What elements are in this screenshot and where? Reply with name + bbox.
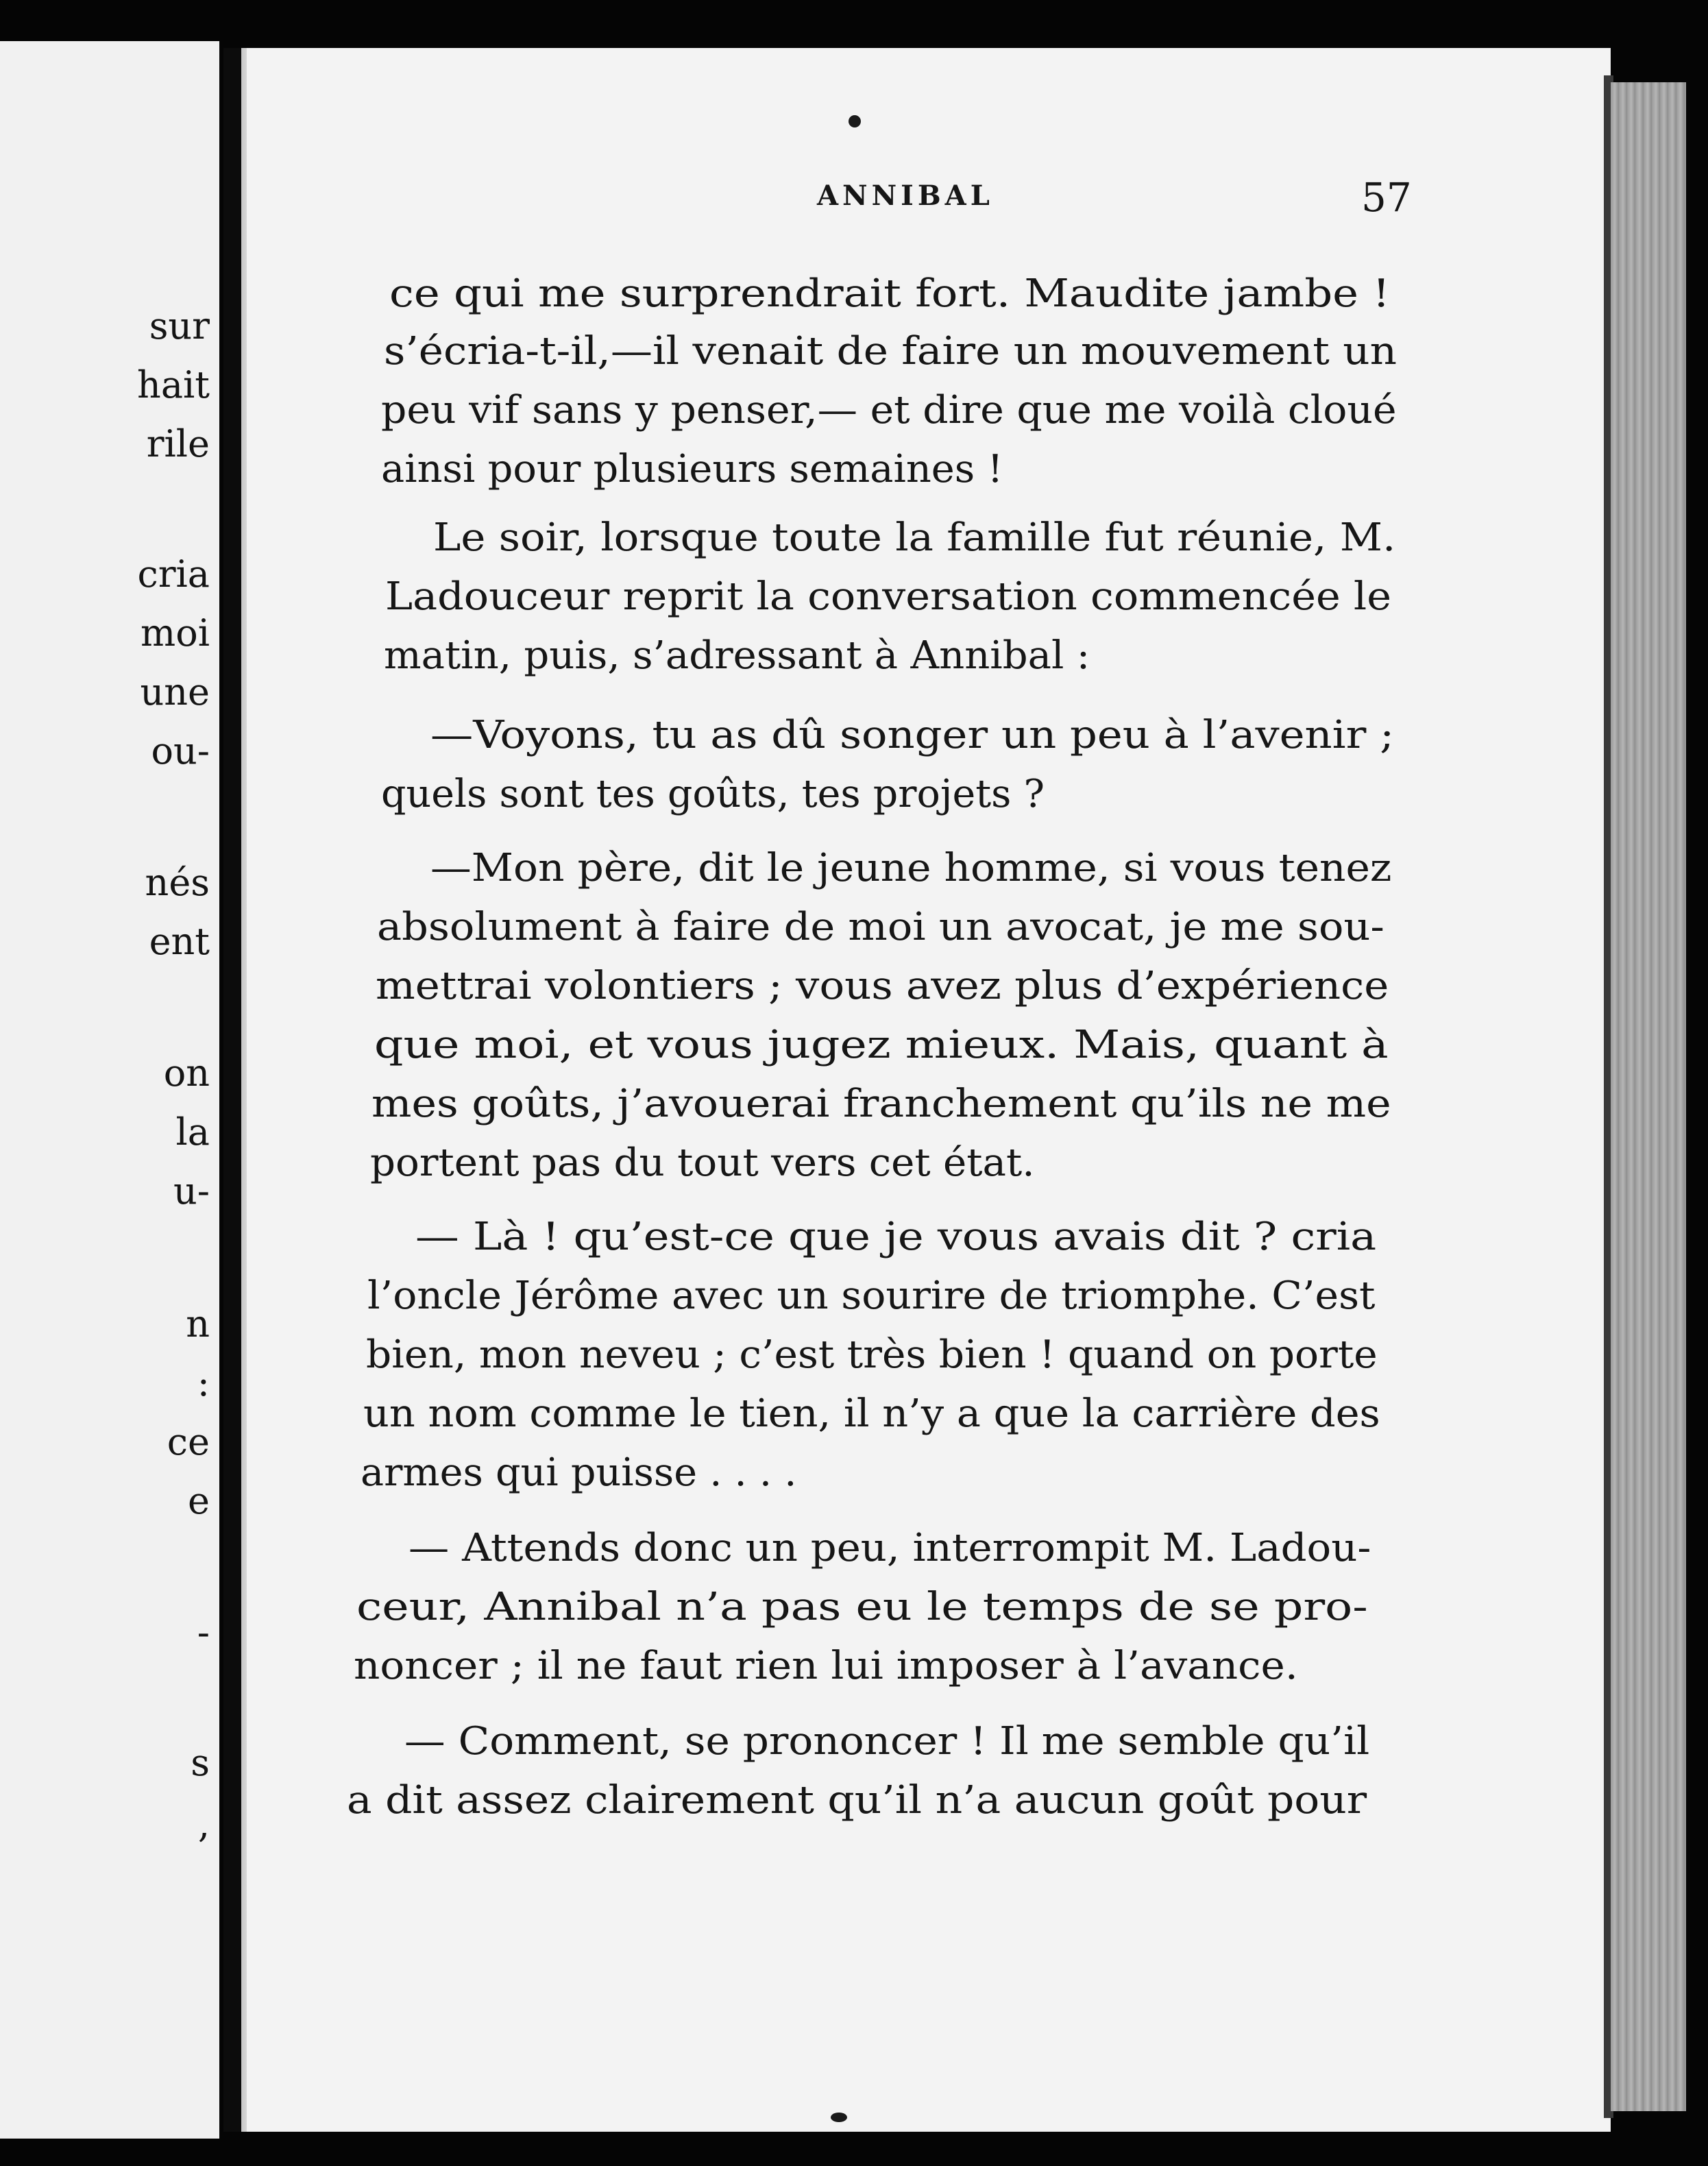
text-line: ce qui me surprendrait fort. Maudite jambe ! xyxy=(389,271,1391,316)
left-page-fragment: , xyxy=(197,1803,210,1846)
text-line: absolument à faire de moi un avocat, je me sou- xyxy=(377,905,1384,949)
text-line: —Voyons, tu as dû songer un peu à l’avenir ; xyxy=(430,713,1395,757)
left-page-fragment: s xyxy=(191,1741,210,1784)
text-line: Ladouceur reprit la conversation commencée le xyxy=(385,574,1391,619)
left-page-fragment: rile xyxy=(146,422,210,465)
text-line: quels sont tes goûts, tes projets ? xyxy=(381,772,1045,816)
left-page-fragment: nés xyxy=(145,861,210,904)
left-page-fragment: : xyxy=(197,1361,210,1404)
text-line: que moi, et vous jugez mieux. Mais, quant à xyxy=(374,1023,1389,1067)
binding-gutter xyxy=(223,48,241,2132)
left-page-fragment: cria xyxy=(137,552,210,596)
text-line: peu vif sans y penser,— et dire que me voilà cloué xyxy=(381,388,1397,433)
text-line: Le soir, lorsque toute la famille fut réunie, M. xyxy=(433,515,1396,560)
text-line: — Attends donc un peu, interrompit M. Ladou- xyxy=(408,1526,1371,1570)
page-number: 57 xyxy=(1361,174,1412,221)
left-page-fragment: ce xyxy=(167,1420,210,1463)
left-facing-page xyxy=(0,41,219,2139)
text-line: —Mon père, dit le jeune homme, si vous tenez xyxy=(430,846,1392,890)
text-line: l’oncle Jérôme avec un sourire de triomphe. C’est xyxy=(367,1274,1376,1318)
text-line: noncer ; il ne faut rien lui imposer à l’avance. xyxy=(354,1644,1298,1688)
left-page-fragment: - xyxy=(197,1611,210,1654)
running-head: ANNIBAL xyxy=(817,180,994,212)
left-page-fragment: u- xyxy=(173,1169,210,1213)
ink-speck xyxy=(831,2113,847,2122)
left-page-fragment: n xyxy=(186,1302,210,1346)
ink-speck xyxy=(849,115,861,127)
text-line: s’écria-t-il,—il venait de faire un mouvement un xyxy=(384,329,1398,374)
text-line: mes goûts, j’avouerai franchement qu’ils ne me xyxy=(371,1082,1391,1126)
text-line: — Là ! qu’est-ce que je vous avais dit ? cria xyxy=(415,1215,1377,1259)
left-page-fragment: on xyxy=(163,1051,210,1095)
left-page-fragment: ou- xyxy=(151,729,210,772)
left-page-fragment: e xyxy=(188,1479,210,1522)
left-page-fragment: ent xyxy=(149,920,210,963)
text-line: ceur, Annibal n’a pas eu le temps de se pro- xyxy=(356,1585,1368,1629)
left-page-fragment: moi xyxy=(141,611,210,655)
text-line: portent pas du tout vers cet état. xyxy=(370,1141,1035,1185)
text-line: un nom comme le tien, il n’y a que la carrière des xyxy=(363,1391,1380,1436)
left-page-fragment: une xyxy=(140,670,210,714)
left-page-fragment: sur xyxy=(149,304,210,348)
page-edges xyxy=(1611,82,1686,2111)
text-line: armes qui puisse . . . . xyxy=(361,1450,797,1495)
text-line: a dit assez clairement qu’il n’a aucun goût pour xyxy=(347,1778,1367,1823)
left-page-fragment: la xyxy=(175,1110,210,1154)
text-line: matin, puis, s’adressant à Annibal : xyxy=(384,633,1090,678)
text-line: bien, mon neveu ; c’est très bien ! quand on porte xyxy=(366,1333,1378,1377)
text-line: mettrai volontiers ; vous avez plus d’expérience xyxy=(376,964,1389,1008)
text-line: — Comment, se prononcer ! Il me semble qu’il xyxy=(404,1719,1370,1764)
text-line: ainsi pour plusieurs semaines ! xyxy=(381,447,1003,491)
left-page-fragment: hait xyxy=(137,363,210,406)
